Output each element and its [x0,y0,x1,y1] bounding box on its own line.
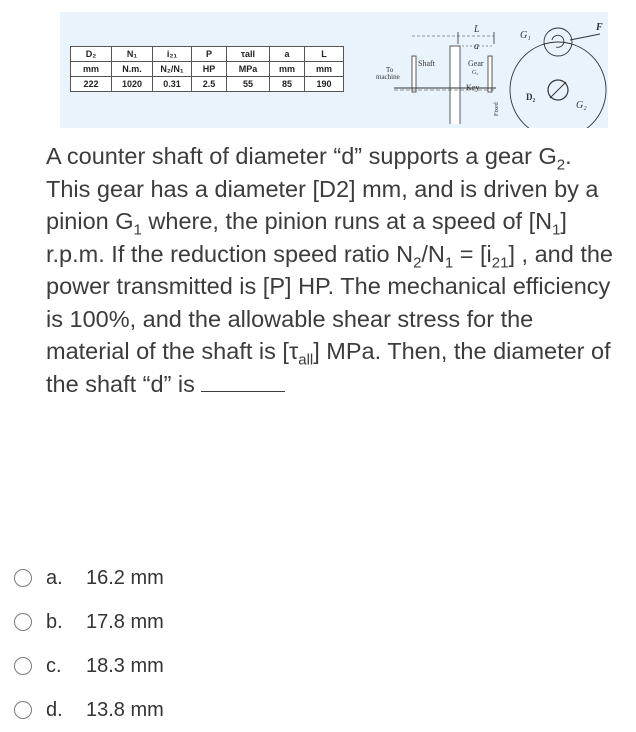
question-part: = [i [453,240,492,267]
bearing-right [488,56,492,92]
option-letter: b. [46,610,63,633]
table-value-cell: 85 [270,77,305,92]
table-value-cell: 2.5 [192,77,227,92]
table-header-cell: τall [227,47,270,62]
force-arrow-F [570,34,600,40]
table-header-cell: L [305,47,344,62]
subscript: 2 [556,156,566,174]
table-unit-cell: mm [305,62,344,77]
question-part: ] MPa. Then, the diameter of the shaft “d” is [46,338,611,397]
option-text: 16.2 mm [86,566,164,589]
table-header-cell: D₂ [71,47,112,62]
option-a[interactable] [14,556,164,600]
table-header-cell: a [270,47,305,62]
radio-button[interactable] [14,613,32,631]
question-part: . This gear has a diameter [D2] mm, and is driven by a pinion G [46,143,599,234]
label-G1: G₁ [520,30,531,41]
shaft-schematic [372,16,500,124]
option-text: 17.8 mm [86,610,164,633]
subscript: 1 [552,221,561,239]
table-unit-cell: MPa [227,62,270,77]
question-part: ] , and the power transmitted is [P] HP. The mechanical efficiency is 100%, and the allowable shear stress for the material of the shaft is [τ [46,240,614,364]
option-d[interactable] [14,688,164,732]
radio-button[interactable] [14,569,32,587]
label-gear: Gear [468,59,484,68]
table-header-cell: N₁ [112,47,153,62]
answer-options [14,556,164,732]
gear-circle-g2 [510,42,606,128]
table-unit-cell: HP [192,62,227,77]
table-value-cell: 222 [71,77,112,92]
table-value-cell: 190 [305,77,344,92]
table-values-row [71,77,344,92]
option-b[interactable] [14,600,164,644]
rotation-arrow-icon [552,35,564,47]
option-c[interactable] [14,644,164,688]
subscript: 1 [444,254,454,272]
subscript: 1 [133,221,142,239]
parameter-table [70,46,344,92]
option-text: 13.8 mm [86,698,164,721]
diameter-line [550,82,566,98]
option-letter: a. [46,566,63,589]
label-key: Key [466,83,480,92]
table-units-row [71,62,344,77]
radio-button[interactable] [14,701,32,719]
label-gear-sub: G₂ [472,70,479,76]
question-part: ] r.p.m. If the reduction speed ratio N [46,208,567,267]
table-value-cell: 1020 [112,77,153,92]
table-value-cell: 0.31 [153,77,192,92]
label-F: F [596,22,603,33]
label-to: To [386,66,394,74]
table-unit-cell: N.m. [112,62,153,77]
label-shaft: Shaft [418,59,435,68]
question-part: /N [421,240,445,267]
label-fixed: Fixed [494,102,500,116]
answer-blank [201,390,285,392]
table-unit-cell: mm [71,62,112,77]
bearing-left [412,56,416,92]
gear-body [450,46,460,124]
subscript: 2 [413,254,422,272]
question-text [46,140,616,400]
option-letter: c. [46,654,62,677]
label-machine: machine [376,73,400,81]
option-letter: d. [46,698,63,721]
subscript: all [298,351,314,369]
question-part: where, the pinion runs at a speed of [N [141,208,553,234]
table-header-cell: i₂₁ [153,47,192,62]
question-part: A counter shaft of diameter “d” supports a gear G [46,143,557,169]
gear-diagram [500,12,608,128]
subscript: 21 [491,254,509,272]
table-header-row [71,47,344,62]
label-G2: G₂ [576,100,587,111]
table-unit-cell: mm [270,62,305,77]
option-text: 18.3 mm [86,654,164,677]
label-D2: D₂ [526,92,536,102]
table-header-cell: P [192,47,227,62]
label-a: a [474,41,479,52]
table-value-cell: 55 [227,77,270,92]
label-L: L [474,24,480,35]
radio-button[interactable] [14,657,32,675]
table-unit-cell: N₂/N₁ [153,62,192,77]
figure-panel [60,12,608,128]
